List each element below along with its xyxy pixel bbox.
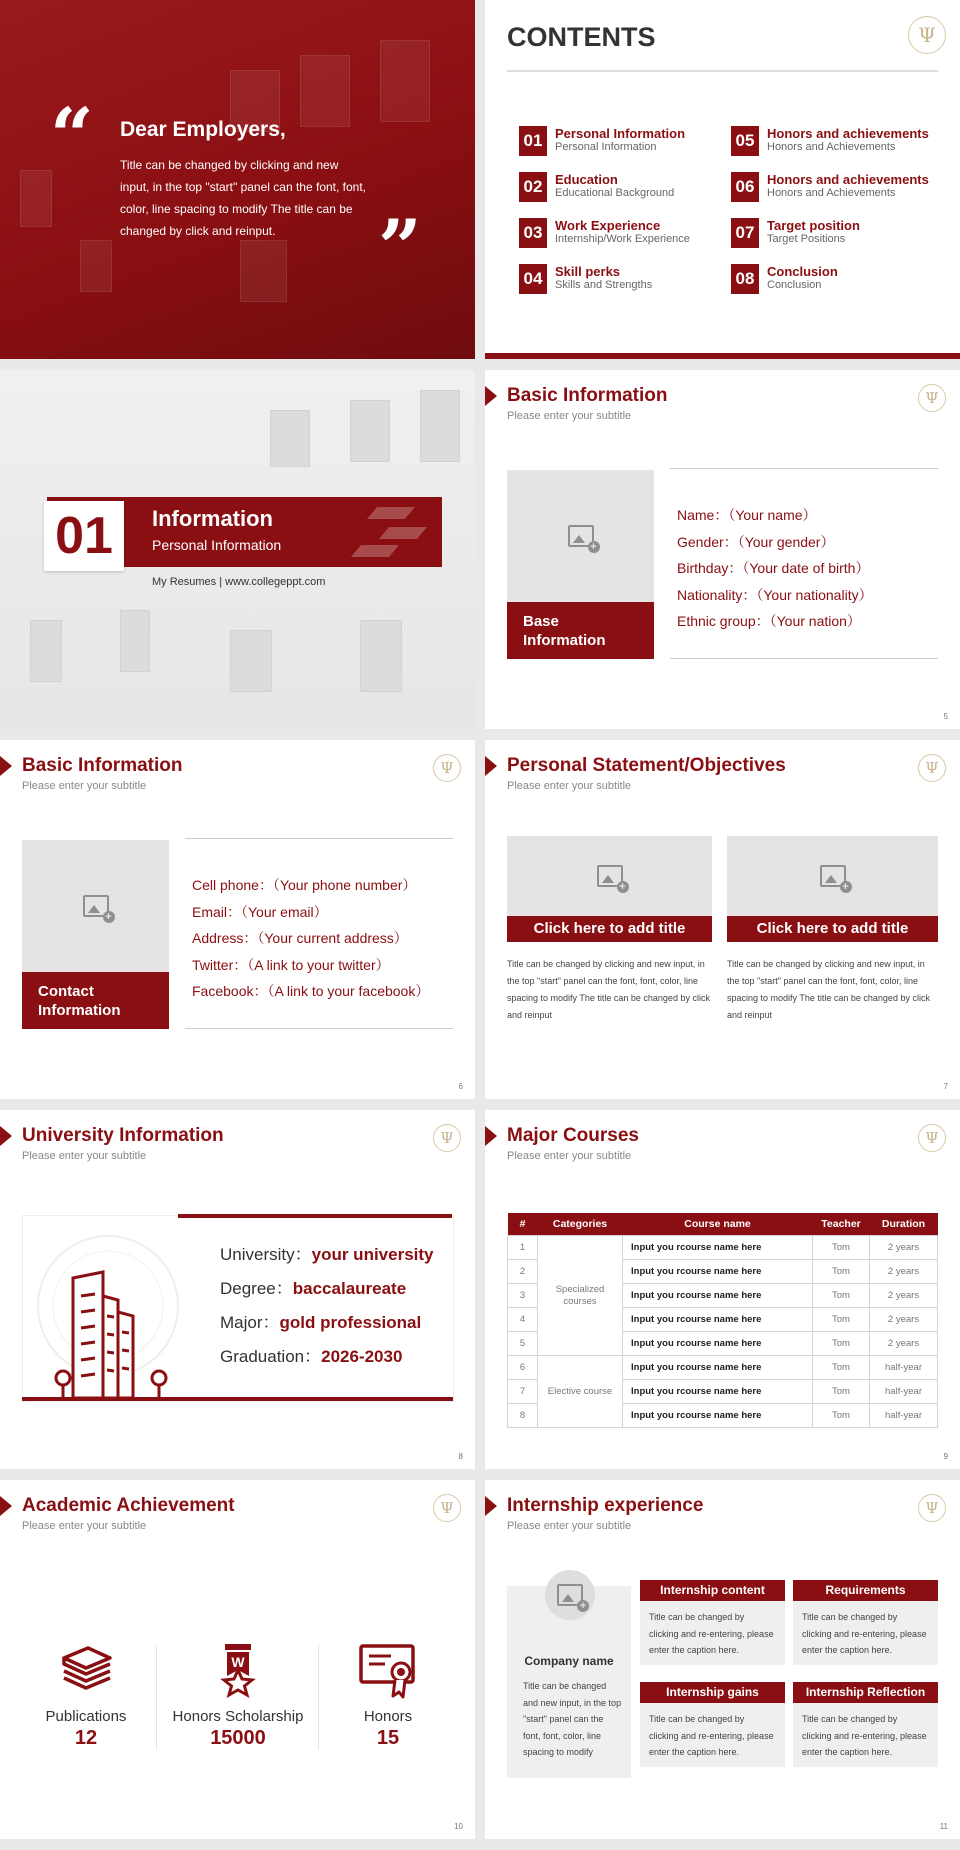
quote-close-icon: ” xyxy=(378,203,422,292)
toc-subtitle: Target Positions xyxy=(767,233,846,245)
slide-subtitle: Please enter your subtitle xyxy=(22,1150,147,1162)
row-number: 7 xyxy=(508,1380,538,1404)
table-row[interactable] xyxy=(508,1236,938,1260)
toc-number: 02 xyxy=(519,172,547,202)
toc-subtitle: Conclusion xyxy=(767,279,822,291)
toc-title: Work Experience xyxy=(555,218,661,233)
internship-gains-box[interactable] xyxy=(640,1682,785,1767)
toc-number: 06 xyxy=(731,172,759,202)
row-number: 4 xyxy=(508,1308,538,1332)
divider xyxy=(185,838,453,839)
building-icon xyxy=(23,1216,193,1401)
row-value: 2026-2030 xyxy=(321,1347,403,1366)
toc-subtitle: Honors and Achievements xyxy=(767,141,896,153)
teacher-cell: Tom xyxy=(813,1284,870,1308)
column-header: Duration xyxy=(870,1213,938,1236)
toc-item[interactable] xyxy=(731,264,931,298)
row-number: 3 xyxy=(508,1284,538,1308)
divider xyxy=(507,70,938,72)
column-header: # xyxy=(508,1213,538,1236)
row-label: Graduation： xyxy=(220,1347,322,1366)
table-row[interactable] xyxy=(508,1356,938,1380)
slide-subtitle: Please enter your subtitle xyxy=(507,410,632,422)
card-text: Title can be changed by clicking and new input, in the top "start" panel can the font, font, color, line spacing to modify The title can be changed by click and reinput xyxy=(507,959,710,1020)
photo-placeholder[interactable] xyxy=(507,470,654,602)
achievement-label: Honors Scholarship xyxy=(172,1708,304,1725)
card-text: Title can be changed by clicking and new input, in the top "start" panel can the font, font, color, line spacing to modify The title can be changed by click and reinput xyxy=(727,959,930,1020)
achievement-honors[interactable] xyxy=(318,1640,458,1750)
slide-contact-information[interactable] xyxy=(0,740,475,1099)
contents-bottom-bar xyxy=(485,353,960,359)
toc-title: Honors and achievements xyxy=(767,126,929,141)
row-label: University： xyxy=(220,1245,312,1264)
header-marker xyxy=(0,1126,12,1146)
info-nationality[interactable]: Nationality：（Your nationality） xyxy=(677,586,873,603)
row-number: 1 xyxy=(508,1236,538,1260)
major-row[interactable] xyxy=(220,1308,434,1342)
base-info-card[interactable] xyxy=(507,470,654,659)
info-email[interactable]: Email：（Your email） xyxy=(192,903,328,920)
toc-subtitle: Internship/Work Experience xyxy=(555,233,690,245)
page-number: 11 xyxy=(939,1822,948,1831)
page-number: 9 xyxy=(943,1452,948,1461)
slide-internship-experience[interactable] xyxy=(485,1480,960,1839)
row-value: your university xyxy=(311,1245,434,1264)
duration-cell: half-year xyxy=(870,1356,938,1380)
course-name[interactable]: Input you rcourse name here xyxy=(623,1332,813,1356)
row-label: Major： xyxy=(220,1313,280,1332)
page-number: 8 xyxy=(458,1452,463,1461)
course-name[interactable]: Input you rcourse name here xyxy=(623,1260,813,1284)
slide-cover[interactable] xyxy=(0,0,475,359)
teacher-cell: Tom xyxy=(813,1332,870,1356)
duration-cell: 2 years xyxy=(870,1332,938,1356)
toc-item[interactable] xyxy=(519,264,719,298)
achievement-value: 12 xyxy=(74,1727,98,1749)
slide-subtitle: Please enter your subtitle xyxy=(22,780,147,792)
toc-title: Conclusion xyxy=(767,264,838,279)
box-text: Title can be changed by clicking and re-entering, please enter the caption here. xyxy=(649,1714,774,1757)
toc-subtitle: Personal Information xyxy=(555,141,657,153)
slide-title: Basic Information xyxy=(507,385,668,406)
teacher-cell: Tom xyxy=(813,1308,870,1332)
info-birthday[interactable]: Birthday：（Your date of birth） xyxy=(677,560,870,576)
page-number: 7 xyxy=(943,1082,948,1091)
toc-item[interactable] xyxy=(731,126,931,160)
toc-title: Honors and achievements xyxy=(767,172,929,187)
page-number: 10 xyxy=(454,1822,463,1831)
image-add-icon xyxy=(568,525,594,547)
info-ethnic-group[interactable]: Ethnic group：（Your nation） xyxy=(677,613,861,629)
page-number: 5 xyxy=(943,712,948,721)
toc-item[interactable] xyxy=(519,172,719,206)
header-marker xyxy=(485,386,497,406)
header-marker xyxy=(485,1496,497,1516)
row-number: 6 xyxy=(508,1356,538,1380)
box-title: Requirements xyxy=(793,1580,938,1601)
graduation-row[interactable] xyxy=(220,1342,434,1376)
toc-number: 07 xyxy=(731,218,759,248)
toc-number: 04 xyxy=(519,264,547,294)
medal-icon xyxy=(208,1640,268,1700)
contents-title: CONTENTS xyxy=(507,22,656,52)
company-name: Company name xyxy=(524,1654,614,1668)
slide-title: Major Courses xyxy=(507,1125,639,1146)
slide-subtitle: Please enter your subtitle xyxy=(22,1520,147,1532)
slide-subtitle: Please enter your subtitle xyxy=(507,780,632,792)
box-title: Internship Reflection xyxy=(793,1682,938,1703)
card-title[interactable]: Click here to add title xyxy=(507,916,712,942)
photo-placeholder[interactable] xyxy=(507,836,712,916)
seal-icon: Ψ xyxy=(918,384,946,412)
category-cell: Specialized courses xyxy=(538,1236,623,1356)
toc-item[interactable] xyxy=(731,218,931,252)
category-cell: Elective course xyxy=(538,1356,623,1428)
slide-title: Internship experience xyxy=(507,1495,704,1516)
info-gender[interactable]: Gender：（Your gender） xyxy=(677,533,835,550)
toc-title: Personal Information xyxy=(555,126,686,141)
course-name[interactable]: Input you rcourse name here xyxy=(623,1356,813,1380)
row-number: 5 xyxy=(508,1332,538,1356)
row-number: 2 xyxy=(508,1260,538,1284)
image-add-icon xyxy=(557,1584,583,1606)
achievement-scholarship[interactable] xyxy=(168,1640,308,1750)
duration-cell: half-year xyxy=(870,1404,938,1428)
slide-title: University Information xyxy=(22,1125,224,1146)
statement-card[interactable] xyxy=(507,836,712,1024)
toc-number: 01 xyxy=(519,126,547,156)
seal-icon: Ψ xyxy=(433,754,461,782)
courses-table xyxy=(507,1213,938,1428)
slide-title: Personal Statement/Objectives xyxy=(507,755,786,776)
accent-line xyxy=(22,1397,453,1401)
card-title[interactable]: Click here to add title xyxy=(727,916,938,942)
seal-icon: Ψ xyxy=(433,1494,461,1522)
section-number: 01 xyxy=(55,507,113,565)
slide-academic-achievement[interactable] xyxy=(0,1480,475,1839)
image-add-icon xyxy=(597,865,623,887)
achievement-value: 15000 xyxy=(210,1727,266,1749)
teacher-cell: Tom xyxy=(813,1404,870,1428)
quote-open-icon: “ xyxy=(50,91,94,180)
divider xyxy=(670,468,938,469)
photo-placeholder[interactable] xyxy=(22,840,169,972)
toc-title: Target position xyxy=(767,218,860,233)
info-cell-phone[interactable]: Cell phone：（Your phone number） xyxy=(192,877,417,893)
image-add-icon xyxy=(820,865,846,887)
column-header: Course name xyxy=(623,1213,813,1236)
slide-university-information[interactable] xyxy=(0,1110,475,1469)
degree-row[interactable] xyxy=(220,1274,434,1308)
toc-item[interactable] xyxy=(519,126,719,160)
photo-placeholder[interactable] xyxy=(727,836,938,916)
achievement-publications[interactable] xyxy=(16,1640,156,1750)
divider xyxy=(185,1028,453,1029)
toc-subtitle: Skills and Strengths xyxy=(555,279,653,291)
university-row[interactable] xyxy=(220,1240,434,1274)
card-label: Contact Information xyxy=(22,972,169,1029)
course-name[interactable]: Input you rcourse name here xyxy=(623,1380,813,1404)
toc-item[interactable] xyxy=(731,172,931,206)
toc-subtitle: Honors and Achievements xyxy=(767,187,896,199)
info-list xyxy=(677,505,873,638)
teacher-cell: Tom xyxy=(813,1356,870,1380)
toc-number: 03 xyxy=(519,218,547,248)
column-header: Categories xyxy=(538,1213,623,1236)
duration-cell: 2 years xyxy=(870,1308,938,1332)
slide-contents[interactable] xyxy=(485,0,960,359)
duration-cell: 2 years xyxy=(870,1260,938,1284)
contact-list xyxy=(192,875,429,1008)
slide-title: Basic Information xyxy=(22,755,183,776)
duration-cell: half-year xyxy=(870,1380,938,1404)
seal-icon: Ψ xyxy=(918,1124,946,1152)
info-name[interactable]: Name：（Your name） xyxy=(677,507,817,523)
toc-title: Skill perks xyxy=(555,264,621,279)
achievement-label: Publications xyxy=(45,1708,127,1725)
requirements-box[interactable] xyxy=(793,1580,938,1665)
books-icon xyxy=(56,1640,116,1700)
toc-item[interactable] xyxy=(519,218,719,252)
company-card[interactable] xyxy=(507,1586,631,1778)
slide-title: Academic Achievement xyxy=(22,1495,235,1516)
slide-personal-statement[interactable] xyxy=(485,740,960,1099)
info-facebook[interactable]: Facebook：（A link to your facebook） xyxy=(192,983,430,999)
box-text: Title can be changed by clicking and re-entering, please enter the caption here. xyxy=(802,1714,927,1757)
slide-subtitle: Please enter your subtitle xyxy=(507,1520,632,1532)
slide-major-courses[interactable] xyxy=(485,1110,960,1469)
achievement-label: Honors xyxy=(363,1708,413,1725)
card-label: Base Information xyxy=(507,602,654,659)
accent-line xyxy=(178,1214,452,1218)
teacher-cell: Tom xyxy=(813,1380,870,1404)
cover-title: Dear Employers, xyxy=(120,118,286,141)
header-marker xyxy=(0,756,12,776)
table-header-row xyxy=(508,1213,938,1236)
section-footer: My Resumes | www.collegeppt.com xyxy=(152,576,326,588)
internship-content-box[interactable] xyxy=(640,1580,785,1665)
row-label: Degree： xyxy=(220,1279,293,1298)
section-number-box xyxy=(44,501,124,571)
header-marker xyxy=(485,1126,497,1146)
box-text: Title can be changed by clicking and re-entering, please enter the caption here. xyxy=(802,1612,927,1655)
achievement-value: 15 xyxy=(376,1727,400,1749)
company-description: Title can be changed and new input, in the top "start" panel can the font, font, color, line spacing to modify xyxy=(523,1681,622,1757)
contact-info-card[interactable] xyxy=(22,840,169,1029)
divider xyxy=(156,1645,157,1750)
certificate-icon xyxy=(357,1640,419,1700)
toc-subtitle: Educational Background xyxy=(555,187,675,199)
duration-cell: 2 years xyxy=(870,1236,938,1260)
course-name[interactable]: Input you rcourse name here xyxy=(623,1404,813,1428)
info-twitter[interactable]: Twitter：（A link to your twitter） xyxy=(192,956,390,973)
slide-section[interactable] xyxy=(0,370,475,729)
section-subtitle: Personal Information xyxy=(152,537,282,553)
row-value: baccalaureate xyxy=(292,1279,407,1298)
box-title: Internship content xyxy=(640,1580,785,1601)
row-value: gold professional xyxy=(279,1313,422,1332)
image-add-icon xyxy=(83,895,109,917)
slide-basic-information[interactable] xyxy=(485,370,960,729)
row-number: 8 xyxy=(508,1404,538,1428)
seal-icon: Ψ xyxy=(918,1494,946,1522)
svg-text:W: W xyxy=(231,1654,245,1670)
info-address[interactable]: Address：（Your current address） xyxy=(192,930,408,946)
university-details xyxy=(220,1240,434,1376)
slide-subtitle: Please enter your subtitle xyxy=(507,1150,632,1162)
toc-title: Education xyxy=(555,172,618,187)
seal-icon: Ψ xyxy=(918,754,946,782)
internship-reflection-box[interactable] xyxy=(793,1682,938,1767)
toc-number: 05 xyxy=(731,126,759,156)
section-title: Information xyxy=(152,506,273,531)
course-name[interactable]: Input you rcourse name here xyxy=(623,1236,813,1260)
box-title: Internship gains xyxy=(640,1682,785,1703)
header-marker xyxy=(485,756,497,776)
toc-number: 08 xyxy=(731,264,759,294)
cover-text: Title can be changed by clicking and new input, in the top "start" panel can the font, font, color, line spacing to modify The title can be changed by click and reinput. xyxy=(120,158,367,238)
divider xyxy=(670,658,938,659)
teacher-cell: Tom xyxy=(813,1260,870,1284)
course-name[interactable]: Input you rcourse name here xyxy=(623,1284,813,1308)
statement-card[interactable] xyxy=(727,836,938,1024)
duration-cell: 2 years xyxy=(870,1284,938,1308)
teacher-cell: Tom xyxy=(813,1236,870,1260)
seal-icon: Ψ xyxy=(433,1124,461,1152)
box-text: Title can be changed by clicking and re-entering, please enter the caption here. xyxy=(649,1612,774,1655)
page-number: 6 xyxy=(458,1082,463,1091)
seal-icon: Ψ xyxy=(908,16,946,54)
column-header: Teacher xyxy=(813,1213,870,1236)
header-marker xyxy=(0,1496,12,1516)
company-logo-placeholder[interactable] xyxy=(545,1570,595,1620)
course-name[interactable]: Input you rcourse name here xyxy=(623,1308,813,1332)
